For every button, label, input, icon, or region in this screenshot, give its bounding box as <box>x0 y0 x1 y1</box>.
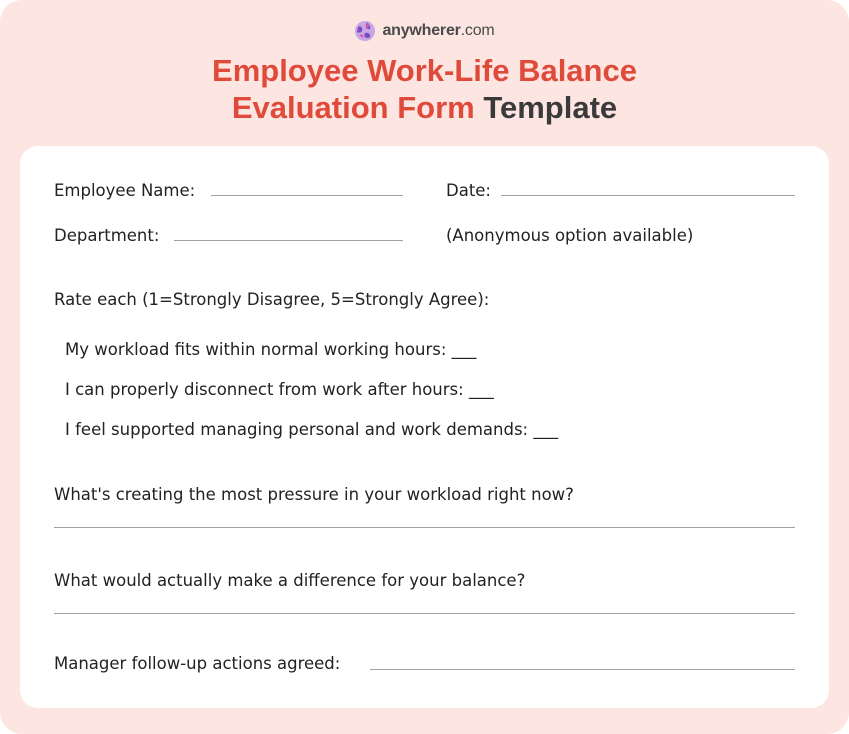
title-dark-text: Template <box>483 90 618 125</box>
department-field-line[interactable] <box>174 240 403 241</box>
brand-wordmark: anywherer.com <box>382 22 495 39</box>
difference-answer-line[interactable] <box>54 613 795 614</box>
question-difference: What would actually make a difference for your balance? <box>54 571 526 590</box>
question-pressure: What's creating the most pressure in your workload right now? <box>54 485 574 504</box>
form-card <box>20 146 829 708</box>
rating-item-supported: I feel supported managing personal and work demands: ___ <box>65 420 559 439</box>
employee-name-label: Employee Name: <box>54 181 196 200</box>
date-label: Date: <box>446 181 491 200</box>
employee-name-field-line[interactable] <box>211 195 403 196</box>
page-title <box>0 52 849 126</box>
globe-logo-icon <box>354 20 376 42</box>
brand-header <box>0 20 849 42</box>
title-accent-text: Evaluation Form <box>231 90 475 125</box>
rating-item-workload: My workload fits within normal working hours: ___ <box>65 340 477 359</box>
rating-item-disconnect: I can properly disconnect from work after hours: ___ <box>65 380 494 399</box>
rating-instruction: Rate each (1=Strongly Disagree, 5=Strongly Agree): <box>54 290 490 309</box>
manager-followup-label: Manager follow-up actions agreed: <box>54 654 341 673</box>
anonymous-note: (Anonymous option available) <box>446 226 694 245</box>
date-field-line[interactable] <box>501 195 795 196</box>
manager-followup-field-line[interactable] <box>370 669 795 670</box>
pressure-answer-line[interactable] <box>54 527 795 528</box>
title-line-1: Employee Work-Life Balance <box>212 53 637 88</box>
department-label: Department: <box>54 226 160 245</box>
title-line-2 <box>0 89 849 126</box>
